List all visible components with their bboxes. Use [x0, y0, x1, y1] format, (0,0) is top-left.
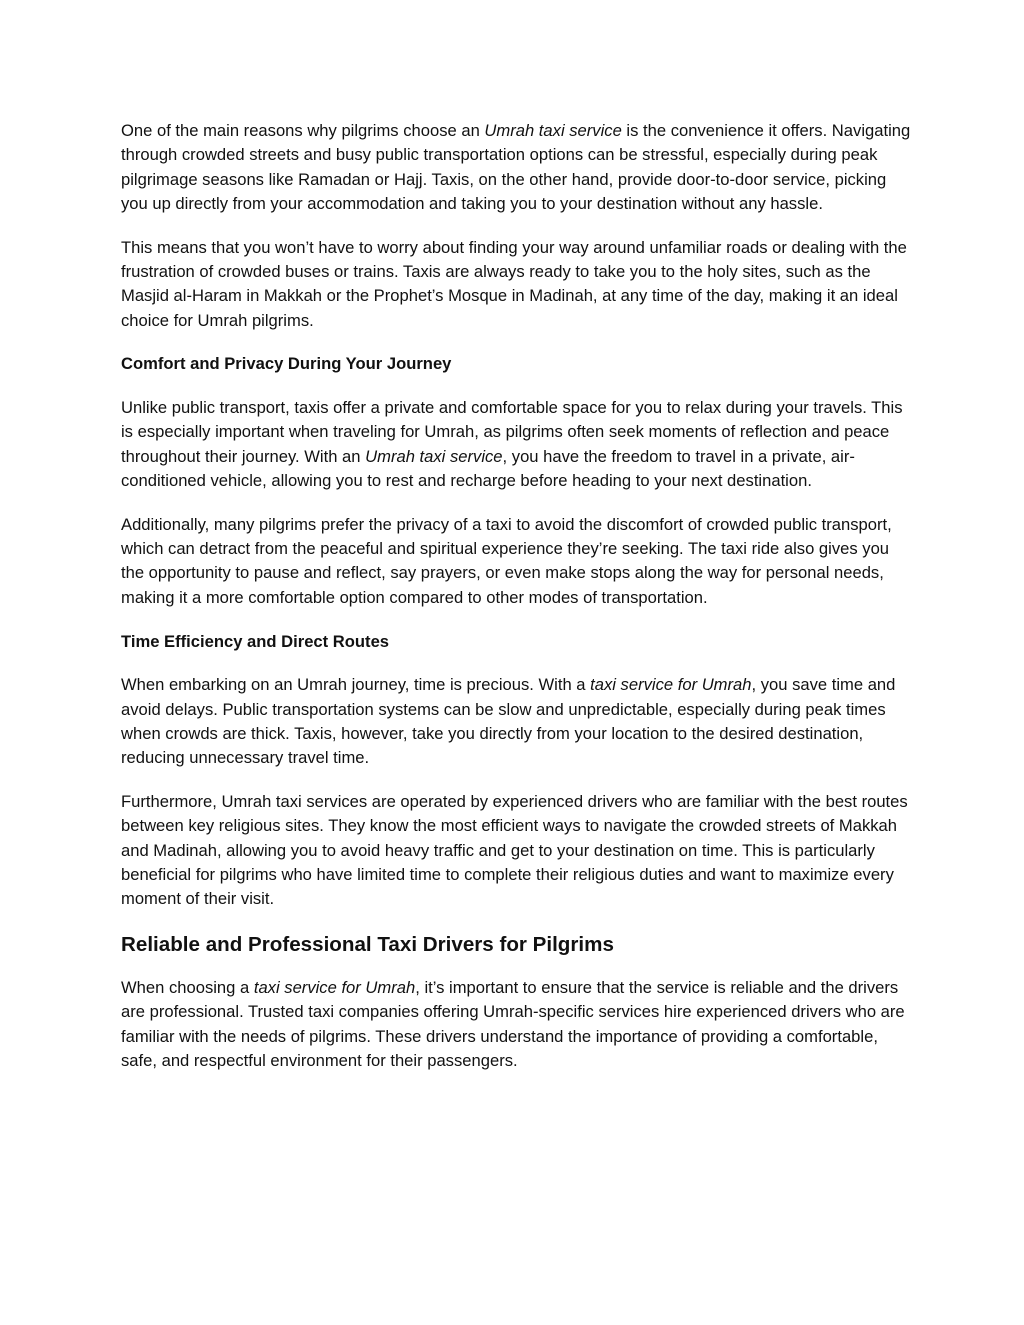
paragraph-time-precious: [121, 673, 911, 770]
emphasis-taxi-service-for-umrah: taxi service for Umrah: [253, 978, 416, 998]
paragraph-privacy: Additionally, many pilgrims prefer the privacy of a taxi to avoid the discomfort of crowded public transport, which can detract from the peaceful and spiritual experience they’re seeking. The taxi ride also gives you the opportunity to pause and reflect, say prayers, or even make stops along the way for personal needs, making it a more comfortable option compared to other modes of transportation.: [121, 514, 892, 607]
heading-time-efficiency: Time Efficiency and Direct Routes: [121, 631, 390, 651]
heading-reliable-drivers: Reliable and Professional Taxi Drivers for Pilgrims: [121, 933, 614, 957]
paragraph-holy-sites: This means that you won’t have to worry about finding your way around unfamiliar roads or dealing with the frustration of crowded buses or trains. Taxis are always ready to take you to the holy sites, such as the Masjid al-Haram in Makkah or the Prophet’s Mosque in Madinah, at any time of the day, making it an ideal choice for Umrah pilgrims.: [121, 237, 907, 330]
paragraph-text: , you save time and avoid delays. Public transportation systems can be slow and unpredictable, especially during peak times when crowds are thick. Taxis, however, take you directly from your location to the desired destination, reducing unnecessary travel time.: [121, 675, 896, 768]
paragraph-convenience: [121, 119, 911, 216]
emphasis-umrah-taxi-service: Umrah taxi service: [365, 446, 503, 466]
paragraph-text: One of the main reasons why pilgrims choose an: [121, 121, 485, 140]
document-page: [121, 119, 911, 1093]
paragraph-text: When embarking on an Umrah journey, time is precious. With a: [121, 675, 591, 695]
paragraph-experienced-drivers: Furthermore, Umrah taxi services are operated by experienced drivers who are familiar with the best routes between key religious sites. They know the most efficient ways to navigate the crowded streets of Makkah and Madinah, allowing you to avoid heavy traffic and get to your destination on time. This is particularly beneficial for pilgrims who have limited time to complete their religious duties and want to maximize every moment of their visit.: [121, 792, 908, 909]
heading-comfort-privacy: Comfort and Privacy During Your Journey: [121, 354, 452, 374]
emphasis-taxi-service-for-umrah: taxi service for Umrah: [590, 675, 752, 695]
paragraph-text: is the convenience it offers. Navigating through crowded streets and busy public transportation options can be stressful, especially during peak pilgrimage seasons like Ramadan or Hajj. Taxis, on the other hand, provide door-to-door service, picking you up directly from your accommodation and taking you to your destination without any hassle.: [121, 121, 911, 213]
paragraph-text: , you have the freedom to travel in a private, air-conditioned vehicle, allowing you to rest and recharge before heading to your next destination.: [121, 446, 855, 491]
paragraph-private-space: [121, 396, 911, 493]
paragraph-text: , it’s important to ensure that the service is reliable and the drivers are professional. Trusted taxi companies offering Umrah-specific services hire experienced drivers who are familiar with the needs of pilgrims. These drivers understand the importance of providing a comfortable, safe, and respectful environment for their passengers.: [121, 978, 905, 1070]
paragraph-choosing-service: [121, 976, 911, 1073]
paragraph-text: Unlike public transport, taxis offer a private and comfortable space for you to relax during your travels. This is especially important when traveling for Umrah, as pilgrims often seek moments of reflection and peace throughout their journey. With an: [121, 398, 903, 466]
paragraph-text: When choosing a: [121, 978, 254, 998]
emphasis-umrah-taxi-service: Umrah taxi service: [484, 121, 622, 140]
